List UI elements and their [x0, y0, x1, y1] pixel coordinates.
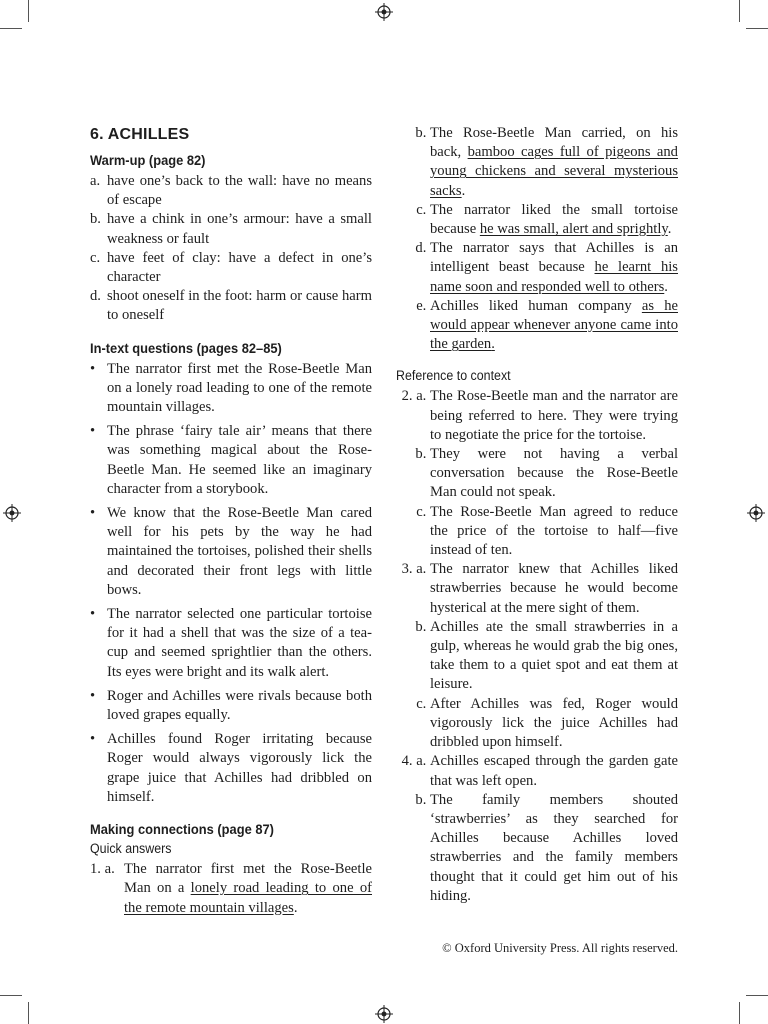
- item-label: d.: [90, 288, 101, 305]
- item-text: Achilles found Roger irritating because Roger would always vigorously lick the grape juice that Achilles had dribbled on himself.: [107, 731, 372, 805]
- chapter-title: 6. ACHILLES: [90, 126, 190, 143]
- list-item: [90, 249, 372, 287]
- bullet-icon: •: [90, 606, 96, 623]
- underlined-answer: bamboo cages full of pigeons and young chickens and several mysterious sacks: [430, 144, 678, 199]
- item-label: b.: [415, 618, 427, 635]
- registration-mark-icon: [3, 504, 21, 522]
- item-label: e.: [416, 297, 427, 314]
- list-item: [396, 791, 678, 906]
- item-text: They were not having a verbal conversation because the Rose-Beetle Man could not speak.: [430, 446, 678, 501]
- crop-mark: [28, 1002, 29, 1024]
- list-item: [90, 860, 372, 918]
- bullet-icon: •: [90, 423, 96, 440]
- item-label: b.: [415, 791, 427, 808]
- warmup-list: [90, 172, 372, 326]
- item-text: Achilles escaped through the garden gate that was left open.: [430, 753, 678, 789]
- list-item: [396, 695, 678, 753]
- crop-mark: [746, 28, 768, 29]
- registration-mark-icon: [747, 504, 765, 522]
- registration-mark-icon: [375, 1005, 393, 1023]
- list-item: [396, 445, 678, 503]
- item-label: b.: [415, 446, 427, 463]
- list-item: [90, 730, 372, 807]
- list-item: [396, 503, 678, 561]
- list-item: [396, 124, 678, 201]
- quick-answers-list: [396, 124, 678, 354]
- item-label: c.: [416, 695, 427, 712]
- reference-list: [396, 387, 678, 905]
- item-text: The narrator first met the Rose-Beetle Man on a lonely road leading to one of the remote mountain villages.: [107, 360, 372, 416]
- bullet-icon: •: [90, 505, 96, 522]
- item-label: a.: [90, 173, 101, 189]
- underlined-answer: he learnt his name soon and responded well to others: [430, 259, 678, 295]
- list-item: [396, 618, 678, 695]
- item-text: The family members shouted ‘strawberries’ as they searched for Achilles because Achilles loved strawberries and the family members thought that it could get him out of his hiding.: [430, 791, 678, 904]
- registration-mark-icon: [375, 3, 393, 21]
- crop-mark: [739, 1002, 740, 1024]
- underlined-answer: lonely road leading to one of the remote mountain villages: [124, 880, 372, 916]
- copyright-notice: © Oxford University Press. All rights reserved.: [442, 941, 678, 955]
- item-text: The narrator knew that Achilles liked strawberries because he would become hysterical at the mere sight of them.: [430, 561, 678, 616]
- quick-answers-heading: Quick answers: [90, 841, 172, 857]
- item-label: 1. a.: [90, 861, 115, 878]
- reference-to-context-heading: Reference to context: [396, 368, 511, 384]
- list-item: [90, 172, 372, 210]
- bullet-icon: •: [90, 687, 96, 704]
- item-text: The narrator liked the small tortoise because he was small, alert and sprightly.: [430, 201, 678, 238]
- item-label: c.: [416, 503, 427, 520]
- list-item: [396, 387, 678, 445]
- list-item: [396, 297, 678, 355]
- intext-list: [90, 360, 372, 807]
- bullet-icon: •: [90, 360, 96, 377]
- crop-mark: [0, 28, 22, 29]
- item-label: b.: [415, 125, 427, 141]
- crop-mark: [28, 0, 29, 22]
- item-text: After Achilles was fed, Roger would vigorously lick the juice Achilles had dribbled upon himself.: [430, 695, 678, 751]
- underlined-answer: he was small, alert and sprightly: [479, 221, 668, 238]
- item-text: The Rose-Beetle Man agreed to reduce the price of the tortoise to half—five instead of ten.: [430, 503, 678, 559]
- crop-mark: [0, 995, 22, 996]
- item-text: We know that the Rose-Beetle Man cared well for his pets by the way he had maintained the tortoises, polished their shells and decorated their front legs with little bows.: [107, 505, 372, 598]
- item-text: have a chink in one’s armour: have a small weakness or fault: [107, 211, 372, 247]
- item-text: Achilles ate the small strawberries in a gulp, whereas he would grab the big ones, take them to a quiet spot and eat them at leisure.: [430, 618, 678, 693]
- warmup-heading: Warm-up (page 82): [90, 152, 206, 168]
- right-column: [396, 124, 678, 906]
- item-text: The phrase ‘fairy tale air’ means that there was something magical about the Rose-Beetle Man. He seemed like an imaginary character from a storybook.: [107, 423, 372, 497]
- bullet-icon: •: [90, 731, 96, 748]
- item-label: b.: [90, 211, 101, 228]
- item-text: The narrator first met the Rose-Beetle Man on a lonely road leading to one of the remote mountain villages.: [124, 861, 372, 916]
- item-text: The Rose-Beetle man and the narrator are being referred to here. They were trying to negotiate the price for the tortoise.: [430, 388, 678, 443]
- left-column: [90, 124, 372, 918]
- crop-mark: [746, 995, 768, 996]
- list-item: [90, 605, 372, 682]
- item-label: 2. a.: [401, 388, 427, 405]
- list-item: [90, 287, 372, 325]
- item-label: c.: [416, 201, 427, 218]
- crop-mark: [739, 0, 740, 22]
- item-text: The Rose-Beetle Man carried, on his back, bamboo cages full of pigeons and young chickens and several mysterious sacks.: [430, 125, 678, 199]
- list-item: [90, 210, 372, 248]
- item-label: c.: [90, 249, 101, 266]
- list-item: [90, 422, 372, 499]
- item-label: 4. a.: [401, 753, 427, 770]
- intext-heading: In-text questions (pages 82–85): [90, 339, 282, 356]
- list-item: [396, 201, 678, 239]
- list-item: [396, 560, 678, 618]
- item-text: The narrator selected one particular tortoise for it had a shell that was the size of a tea-cup and seemed sprightlier than the others. Its eyes were bright and its walk alert.: [107, 606, 372, 680]
- underlined-answer: as he would appear whenever anyone came into the garden: [430, 297, 678, 353]
- item-text: have feet of clay: have a defect in one’s character: [107, 249, 372, 286]
- making-connections-heading: Making connections (page 87): [90, 821, 274, 838]
- list-item: [90, 504, 372, 600]
- list-item: [396, 752, 678, 790]
- list-item: [90, 687, 372, 725]
- item-text: Achilles liked human company as he would appear whenever anyone came into the garden.: [430, 297, 678, 353]
- item-text: The narrator says that Achilles is an intelligent beast because he learnt his name soon and responded well to others.: [430, 240, 678, 295]
- item-text: Roger and Achilles were rivals because both loved grapes equally.: [107, 687, 372, 724]
- list-item: [90, 360, 372, 418]
- item-text: shoot oneself in the foot: harm or cause harm to oneself: [107, 288, 372, 324]
- item-text: have one’s back to the wall: have no means of escape: [107, 173, 372, 209]
- item-label: d.: [415, 240, 427, 257]
- list-item: [396, 239, 678, 297]
- item-label: 3. a.: [401, 561, 427, 578]
